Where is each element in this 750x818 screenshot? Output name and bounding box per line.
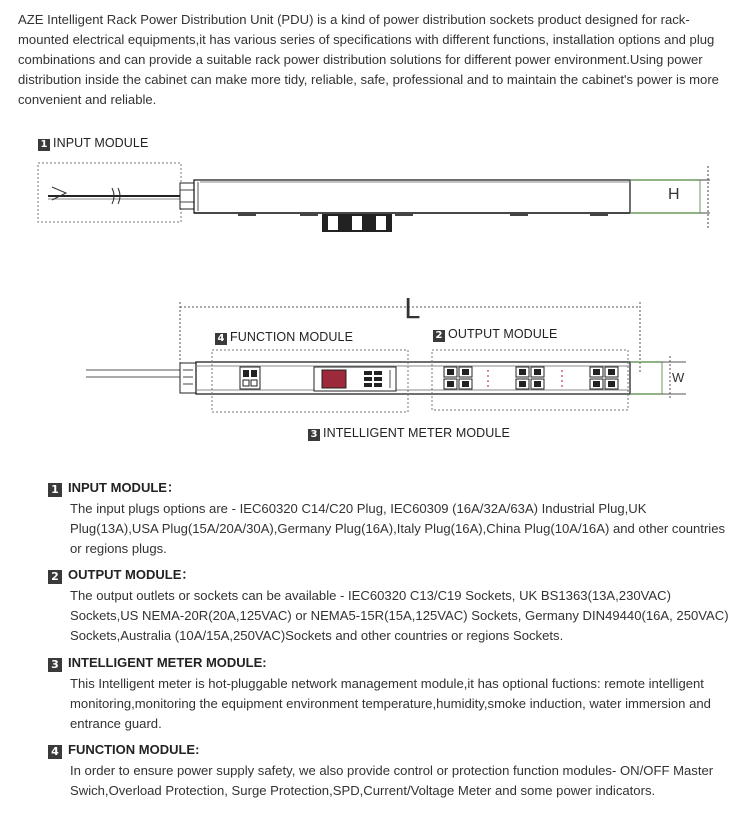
meter-module-label: 3 INTELLIGENT METER MODULE (308, 426, 510, 441)
section-body: In order to ensure power supply safety, we also provide control or protection function modules- ON/OFF Master Swich,Overload Protection, Surge Protection,SPD,Current/Voltage Meter and some power indicators. (70, 763, 714, 798)
section-input-module (48, 479, 738, 559)
section-title: 4 FUNCTION MODULE: (48, 741, 738, 759)
section-body: The input plugs options are - IEC60320 C14/C20 Plug, IEC60309 (16A/32A/63A) Industrial Plug,UK Plug(13A),USA Plug(15A/20A/30A),Germany Plug(16A),Italy Plug(16A),China Plug(10A/16A) and other countries or regions plugs. (70, 501, 726, 556)
section-function-module (48, 741, 738, 801)
dimension-w: W (672, 370, 685, 385)
section-title: 1 INPUT MODULE： (48, 479, 738, 497)
function-module-label: 4 FUNCTION MODULE (215, 330, 353, 345)
section-title: 2 OUTPUT MODULE： (48, 566, 738, 584)
section-body: This Intelligent meter is hot-pluggable network management module,it has optional fuctions: remote intelligent monitoring,monitoring the equipment environment temperature,humidity,smoke induction, water immersion and entrance guard. (70, 676, 711, 731)
output-module-label: 2 OUTPUT MODULE (433, 327, 557, 342)
section-title: 3 INTELLIGENT METER MODULE: (48, 654, 738, 672)
section-meter-module (48, 654, 738, 734)
pdu-top-view (86, 302, 686, 412)
dimension-h: H (668, 186, 680, 203)
dimension-l: L (404, 292, 420, 325)
input-module-label: 1 INPUT MODULE (38, 136, 148, 151)
pdu-side-view (38, 163, 710, 232)
section-output-module (48, 566, 738, 646)
section-body: The output outlets or sockets can be available - IEC60320 C13/C19 Sockets, UK BS1363(13A,230VAC) Sockets,US NEMA-20R(20A,125VAC) or NEMA5-15R(15A,125VAC) Sockets, Germany DIN49440(16A, 250VAC) Sockets,Australia (10A/15A,250VAC)Sockets and other countries or regions Sockets. (70, 588, 729, 643)
intro-paragraph: AZE Intelligent Rack Power Distribution Unit (PDU) is a kind of power distribution sockets product designed for rack-mounted electrical equipments,it has various series of specifications with different functions, installation options and plug combinations and can provide a suitable rack power distribution solutions for different power environment.Using power distribution inside the cabinet can make more tidy, reliable, safe, professional and to maintain the cabinet's power is more convenient and reliable. (18, 12, 719, 107)
